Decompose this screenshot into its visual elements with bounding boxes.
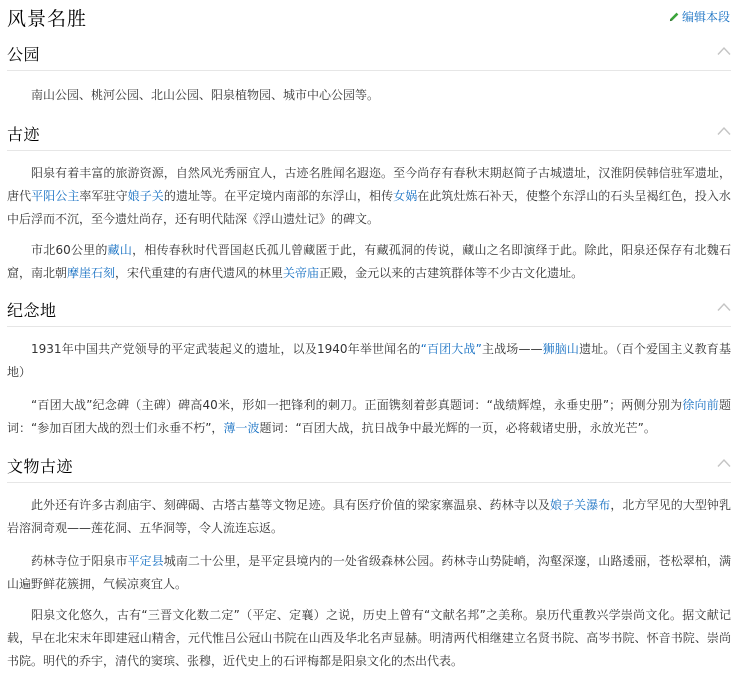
chevron-up-icon[interactable] xyxy=(717,302,731,312)
inline-link[interactable]: 徐向前 xyxy=(682,398,719,412)
section-title: 公园 xyxy=(7,45,41,64)
paragraph-text: 正殿，金元以来的古建筑群体等不少古文化遗址。 xyxy=(319,266,584,280)
paragraph-text: “百团大战”纪念碑（主碑）碑高40米，形如一把锋利的刺刀。正面镌刻着彭真题词：“战绩辉煌，永垂史册”；两侧分别为 xyxy=(31,398,683,412)
inline-link[interactable]: 娘子关瀑布 xyxy=(550,498,611,512)
paragraph-text: ，北方罕见的大型钟乳岩溶洞奇观——莲花洞、五华洞等，令人流连忘返。 xyxy=(7,498,731,535)
paragraph xyxy=(7,84,731,107)
pencil-icon xyxy=(669,11,680,22)
paragraph-text: 题词：“参加百团大战的烈士们永垂不朽”， xyxy=(7,398,731,435)
section-title: 古迹 xyxy=(7,125,41,144)
paragraph xyxy=(7,494,731,540)
inline-link[interactable]: 平阳公主 xyxy=(31,189,80,203)
paragraph xyxy=(7,394,731,440)
inline-link[interactable]: 女娲 xyxy=(393,189,418,203)
paragraph-text: 阳泉文化悠久，古有“三晋文化数二定”（平定、定襄）之说，历史上曾有“文献名邦”之美称。泉历代重教兴学崇尚文化。据文献记载，早在北宋末年即建冠山精舍，元代惟吕公冠山书院在山西及华北名声显赫。明清两代相继建立名贤书院、高岑书院、怀音书院、崇尚书院。明代的乔宇，清代的窦瑸、张穆，近代史上的石评梅都是阳泉文化的杰出代表。 xyxy=(7,608,731,668)
paragraph-text: 遗址。（百个爱国主义教育基地） xyxy=(7,342,731,379)
paragraph xyxy=(7,550,731,596)
inline-link[interactable]: 藏山 xyxy=(107,243,133,257)
paragraph-text: 城南二十公里，是平定县境内的一处省级森林公园。药林寺山势陡峭，沟壑深邃，山路逶丽，苍松翠柏，满山遍野鲜花簇拥，气候凉爽宜人。 xyxy=(7,554,731,591)
paragraph-text: 市北60公里的 xyxy=(31,243,108,257)
edit-section-label: 编辑本段 xyxy=(681,10,730,24)
inline-link[interactable]: 薄一波 xyxy=(223,421,260,435)
page-title: 风景名胜 xyxy=(7,8,88,30)
section-parks xyxy=(0,42,741,112)
chevron-up-icon[interactable] xyxy=(717,458,731,468)
section-cultural-relics xyxy=(0,454,741,685)
paragraph-text: ，宋代重建的有唐代遗风的林里 xyxy=(115,266,284,280)
paragraph xyxy=(7,338,731,384)
inline-link[interactable]: 平定县 xyxy=(127,554,164,568)
section-title: 纪念地 xyxy=(7,301,57,320)
paragraph-text: 药林寺位于阳泉市 xyxy=(31,554,128,568)
inline-link[interactable]: 狮脑山 xyxy=(542,342,580,356)
inline-link[interactable]: “百团大战” xyxy=(420,342,482,356)
paragraph-text: 南山公园、桃河公园、北山公园、阳泉植物园、城市中心公园等。 xyxy=(31,88,380,102)
section-title: 文物古迹 xyxy=(7,457,74,476)
paragraph-text: 的遗址等。在平定境内南部的东浮山，相传 xyxy=(163,189,394,203)
inline-link[interactable]: 摩崖石刻 xyxy=(67,266,116,280)
inline-link[interactable]: 娘子关 xyxy=(127,189,164,203)
section-divider xyxy=(7,482,731,483)
paragraph-text: ，相传春秋时代晋国赵氏孤儿曾藏匿于此，有藏孤洞的传说，藏山之名即演绎于此。除此，阳泉还保存有北魏石窟，南北朝 xyxy=(7,243,731,280)
paragraph xyxy=(7,162,731,231)
edit-section-button[interactable] xyxy=(669,8,730,25)
paragraph-text: 主战场—— xyxy=(481,342,543,356)
paragraph-text: 阳泉有着丰富的旅游资源，自然风光秀丽宜人，古迹名胜闻名遐迩。至今尚存有春秋末期赵简子古城遗址，汉淮阴侯韩信驻军遗址，唐代 xyxy=(7,166,731,203)
paragraph-text: 此外还有许多古刹庙宇、刻碑碣、古塔古墓等文物足迹。具有医疗价值的梁家寨温泉、药林寺以及 xyxy=(31,498,550,512)
paragraph xyxy=(7,239,731,285)
paragraph-text: 率军驻守 xyxy=(79,189,128,203)
section-divider xyxy=(7,326,731,327)
section-divider xyxy=(7,150,731,151)
section-divider xyxy=(7,70,731,71)
chevron-up-icon[interactable] xyxy=(717,126,731,136)
paragraph-text: 1931年中国共产党领导的平定武装起义的遗址，以及1940年举世闻名的 xyxy=(31,342,421,356)
paragraph-text: 题词：“百团大战，抗日战争中最光辉的一页，必将载诸史册，永放光芒”。 xyxy=(259,421,656,435)
paragraph xyxy=(7,604,731,673)
section-historic-sites xyxy=(0,122,741,288)
paragraph-text: 在此筑灶炼石补天，使整个东浮山的石头呈褐红色，投入水中后浮而不沉，至今遗灶尚存，还有明代陆深《浮山遗灶记》的碑文。 xyxy=(7,189,731,226)
section-memorials xyxy=(0,298,741,450)
inline-link[interactable]: 关帝庙 xyxy=(283,266,320,280)
chevron-up-icon[interactable] xyxy=(717,46,731,56)
